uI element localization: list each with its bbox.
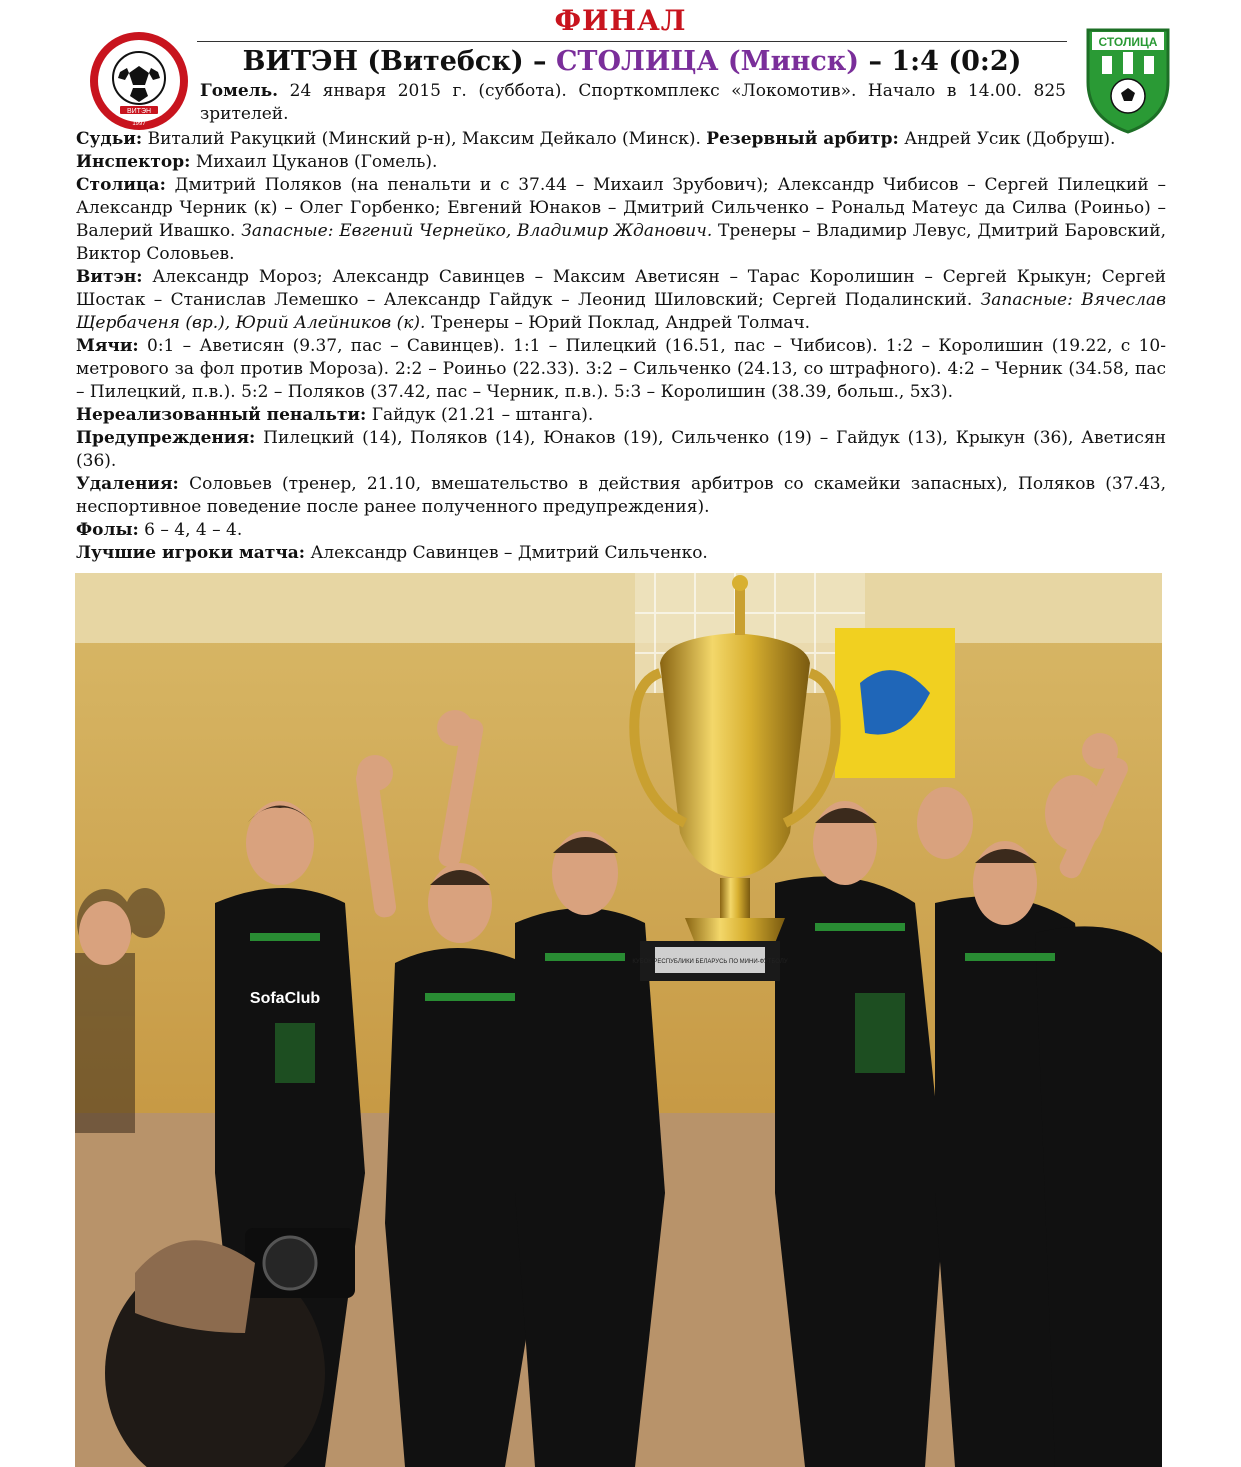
ejections-label: Удаления: [76, 474, 179, 494]
vitan-players: Александр Мороз; Александр Савинцев – Максим Аветисян – Тарас Королишин – Сергей Крыкун; Сергей Шостак – Станислав Лемешко – Александр Гайдук – Леонид Шиловский; Сергей Подалинский. [76, 267, 1166, 310]
missed-penalty-label: Нереализованный пенальти: [76, 405, 367, 425]
vitan-lineup [76, 266, 1166, 335]
stolica-subs: Запасные: Евгений Чернейко, Владимир Жданович. [241, 221, 713, 241]
warnings-line [76, 427, 1166, 473]
fouls-line [76, 519, 1166, 542]
ejections-line [76, 473, 1166, 519]
home-team: ВИТЭН (Витебск) [242, 46, 524, 77]
vitan-coaches: Тренеры – Юрий Поклад, Андрей Толмач. [425, 313, 811, 333]
missed-penalty-line [76, 404, 1166, 427]
vitan-logo [80, 30, 198, 132]
venue-line [200, 80, 1066, 126]
page-title: ФИНАЛ [554, 4, 687, 37]
vitan-crest-icon [80, 30, 198, 132]
inspector-value: Михаил Цуканов (Гомель). [190, 152, 438, 172]
vitan-subs: Запасные: Вячеслав Щербаченя (вр.), Юрий Алейников (к). [76, 290, 1166, 333]
goals-label: Мячи: [76, 336, 139, 356]
venue-details: 24 января 2015 г. (суббота). Спорткомплекс «Локомотив». Начало в 14.00. 825 зрителей. [200, 81, 1066, 124]
best-players-value: Александр Савинцев – Дмитрий Сильченко. [305, 543, 708, 563]
stolica-players: Дмитрий Поляков (на пенальти и с 37.44 – Михаил Зрубович); Александр Чибисов – Сергей Пилецкий – Александр Черник (к) – Олег Горбенко; Евгений Юнаков – Дмитрий Сильченко – Рональд Матеус да Силва (Роиньо) – Валерий Ивашко. [76, 175, 1166, 241]
stolica-label: Столица: [76, 175, 166, 195]
jersey-sponsor-text: SofaClub [249, 990, 321, 1007]
title-dash: – [523, 46, 556, 77]
fouls-value: 6 – 4, 4 – 4. [138, 520, 243, 540]
fouls-label: Фолы: [76, 520, 139, 540]
team-celebration-photo [75, 573, 1162, 1467]
warnings-value: Пилецкий (14), Поляков (14), Юнаков (19), Сильченко (19) – Гайдук (13), Крыкун (36), Аветисян (36). [76, 428, 1166, 471]
svg-text:СТОЛИЦА: СТОЛИЦА [1098, 35, 1158, 49]
svg-text:ВИТЭН: ВИТЭН [126, 108, 152, 115]
vitan-label: Витэн: [76, 267, 143, 287]
match-title [197, 46, 1067, 77]
match-score: – 1:4 (0:2) [859, 46, 1022, 77]
reserve-label: Резервный арбитр: [706, 129, 899, 149]
match-protocol [76, 128, 1166, 565]
venue-city: Гомель. [200, 81, 279, 101]
photo-illustration [75, 573, 1162, 1467]
header-rule [197, 41, 1067, 42]
referees-label: Судьи: [76, 129, 143, 149]
stolica-lineup [76, 174, 1166, 266]
best-players-line [76, 542, 1166, 565]
trophy-plate-text: КУБОК РЕСПУБЛИКИ БЕЛАРУСЬ ПО МИНИ-ФУТБОЛУ [632, 959, 788, 965]
stolica-coaches: Тренеры – Владимир Левус, Дмитрий Баровский, Виктор Соловьев. [76, 221, 1166, 264]
away-team: СТОЛИЦА (Минск) [555, 46, 860, 77]
referees-value: Виталий Ракуцкий (Минский р-н), Максим Дейкало (Минск). [142, 129, 707, 149]
ejections-value: Соловьев (тренер, 21.10, вмешательство в действия арбитров со скамейки запасных), Поляков (37.43, неспортивное поведение после ранее полученного предупреждения). [76, 474, 1166, 517]
reserve-value: Андрей Усик (Добруш). [898, 129, 1116, 149]
inspector-line [76, 151, 1166, 174]
svg-text:1997: 1997 [132, 121, 146, 127]
stolica-shield-icon [1082, 22, 1174, 134]
inspector-label: Инспектор: [76, 152, 191, 172]
referees-line [76, 128, 1166, 151]
best-players-label: Лучшие игроки матча: [76, 543, 306, 563]
goals-value: 0:1 – Аветисян (9.37, пас – Савинцев). 1:1 – Пилецкий (16.51, пас – Чибисов). 1:2 – Королишин (19.22, с 10-метрового за фол против Мороза). 2:2 – Роиньо (22.33). 3:2 – Сильченко (24.13, со штрафного). 4:2 – Черник (34.58, пас – Пилецкий, п.в.). 5:2 – Поляков (37.42, пас – Черник, п.в.). 5:3 – Королишин (38.39, больш., 5х3). [76, 336, 1166, 402]
missed-penalty-value: Гайдук (21.21 – штанга). [366, 405, 594, 425]
stolica-logo [1082, 22, 1174, 134]
warnings-label: Предупреждения: [76, 428, 256, 448]
goals-line [76, 335, 1166, 404]
